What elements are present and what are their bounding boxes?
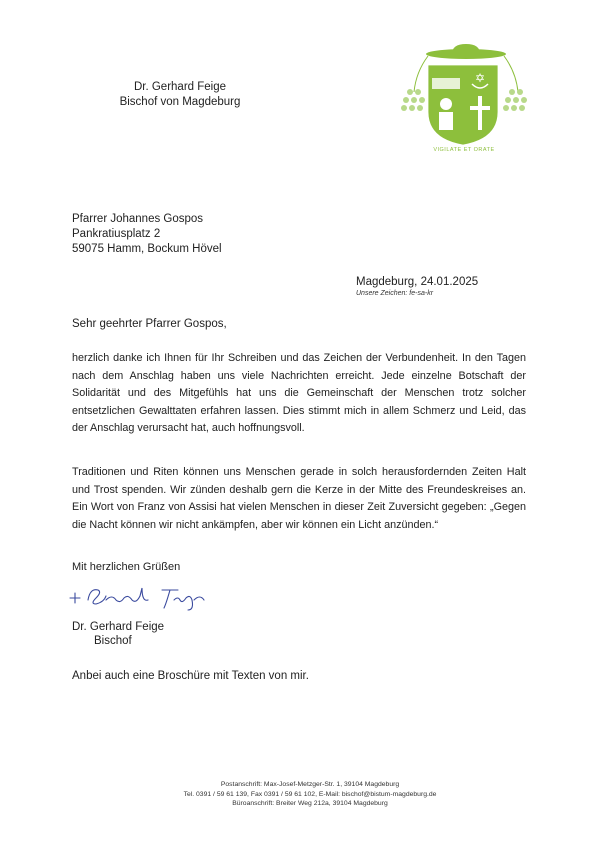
sender-block xyxy=(110,80,250,110)
signer-block xyxy=(72,620,164,648)
footer-contact: Tel. 0391 / 59 61 139, Fax 0391 / 59 61 102, E-Mail: bischof@bistum-magdeburg.de xyxy=(183,790,437,798)
body-paragraph: Traditionen und Riten können uns Menschen gerade in solch herausfordernden Zeiten Halt und Trost spenden. Wir zünden deshalb gern die Kerze in der Mitte des Freundeskreises an. Ein Wort von Franz von Assisi hat vielen Menschen in dieser Zeit Zuversicht gegeben: „Gegen die Nacht können wir nicht ankämpfen, aber wir können ein Licht anzünden.“ xyxy=(72,466,526,531)
footer-office-address: Büroanschrift: Breiter Weg 212a, 39104 Magdeburg xyxy=(232,800,388,807)
crest-motto: VIGILATE ET ORATE xyxy=(433,147,495,153)
crest-icon xyxy=(396,42,536,152)
handwritten-signature xyxy=(66,582,216,619)
letter-footer xyxy=(100,780,520,809)
body-paragraph: herzlich danke ich Ihnen für Ihr Schreiben und das Zeichen der Verbundenheit. In den Tagen nach dem Anschlag haben uns viele Nachrichten erreicht. Jede einzelne Botschaft der Solidarität und des Mitgefühls hat uns die Gemeinschaft der Menschen trotz solcher entsetzlichen Gewalttaten erfahren lassen. Dies stimmt mich in allem Schmerz und Leid, das der Anschlag verursacht hat, auch hoffnungsvoll. xyxy=(72,352,526,435)
sender-name: Dr. Gerhard Feige xyxy=(133,81,227,93)
signer-title: Bischof xyxy=(94,635,132,647)
date-block xyxy=(356,275,478,298)
postscript: Anbei auch eine Broschüre mit Texten von mir. xyxy=(72,670,309,682)
signer-name: Dr. Gerhard Feige xyxy=(72,621,165,633)
reference-code: Unsere Zeichen: fe-sa-kr xyxy=(356,290,434,297)
recipient-line: 59075 Hamm, Bockum Hövel xyxy=(72,243,222,255)
svg-text:✡: ✡ xyxy=(474,71,486,85)
closing: Mit herzlichen Grüßen xyxy=(72,561,181,573)
recipient-line: Pfarrer Johannes Gospos xyxy=(72,213,204,225)
footer-postal-address: Postanschrift: Max-Josef-Metzger-Str. 1, 39104 Magdeburg xyxy=(220,781,400,788)
coat-of-arms-logo xyxy=(396,42,536,157)
recipient-address xyxy=(72,212,222,257)
recipient-line: Pankratiusplatz 2 xyxy=(72,228,161,240)
salutation: Sehr geehrter Pfarrer Gospos, xyxy=(72,318,227,330)
sender-title: Bischof von Magdeburg xyxy=(119,96,241,108)
place-date: Magdeburg, 24.01.2025 xyxy=(356,276,479,288)
